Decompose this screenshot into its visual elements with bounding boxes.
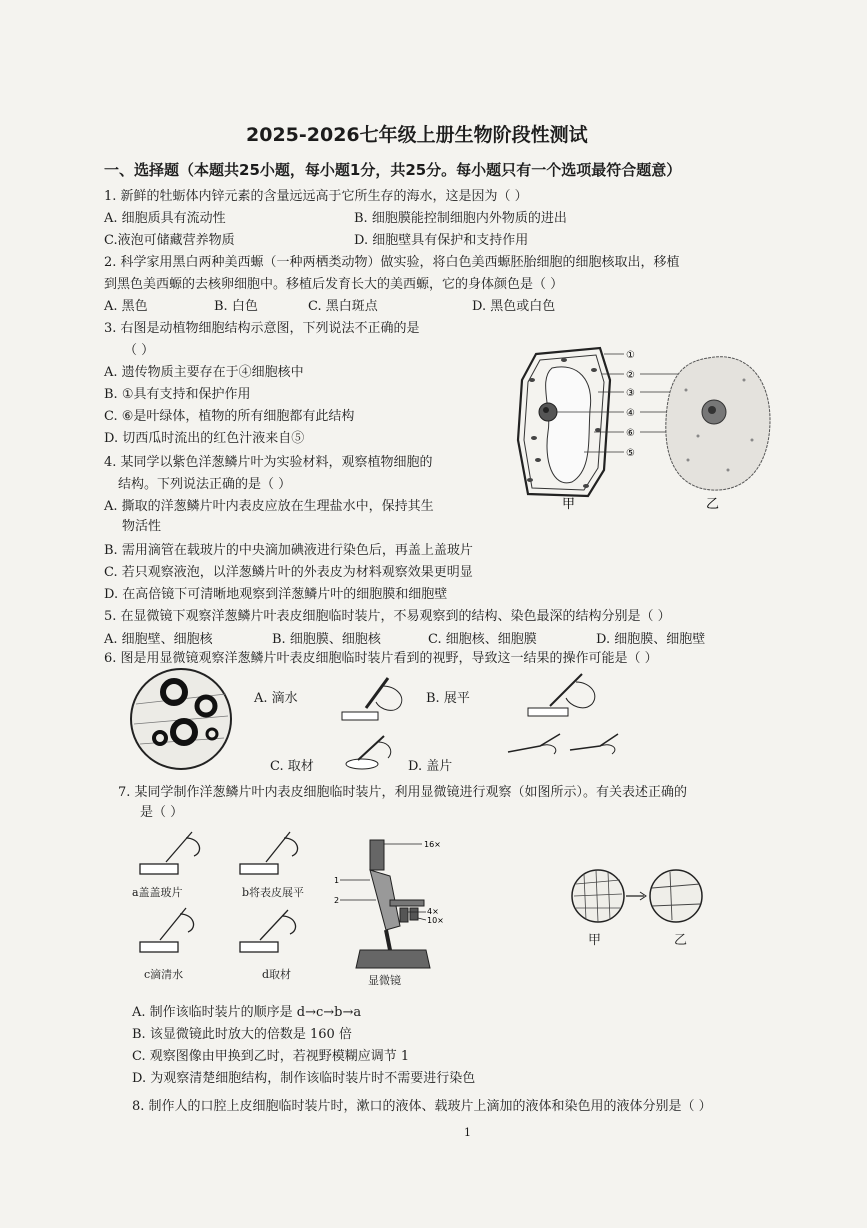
cover-slip-illustration xyxy=(340,730,400,774)
q2-option-b: B. 白色 xyxy=(214,299,258,314)
label-5: ⑤ xyxy=(626,448,635,459)
q2-stem-line2: 到黑色美西螈的去核卵细胞中。移植后发育长大的美西螈，它的身体颜色是（ ） xyxy=(104,277,564,292)
plant-cell-diagram xyxy=(518,348,635,496)
q4-option-a-line2: 物活性 xyxy=(122,519,162,534)
knob-2-label: 2 xyxy=(334,896,340,905)
take-material-illustration xyxy=(500,722,630,762)
microscope-label: 显微镜 xyxy=(368,974,401,987)
q3-option-c: C. ⑥是叶绿体，植物的所有细胞都有此结构 xyxy=(104,409,355,424)
fig-b-label: b将表皮展平 xyxy=(242,886,305,899)
fig-c-label: c滴清水 xyxy=(144,968,184,981)
drip-water-illustration xyxy=(336,672,416,732)
q4-stem-line2: 结构。下列说法正确的是（ ） xyxy=(118,477,292,492)
q1-option-c: C.液泡可储藏营养物质 xyxy=(104,233,235,248)
q4-option-a-line1: A. 撕取的洋葱鳞片叶内表皮应放在生理盐水中，保持其生 xyxy=(104,499,434,514)
mag-10-label: 10× xyxy=(427,916,444,925)
q5-option-b: B. 细胞膜、细胞核 xyxy=(272,632,381,647)
q1-option-d: D. 细胞壁具有保护和支持作用 xyxy=(354,233,529,248)
q6-option-b: B. 展平 xyxy=(426,691,470,706)
q3-option-d: D. 切西瓜时流出的红色汁液来自⑤ xyxy=(104,431,305,446)
fig-d-label: d取材 xyxy=(262,968,292,981)
q4-stem-line1: 4. 某同学以紫色洋葱鳞片叶为实验材料，观察植物细胞的 xyxy=(104,455,433,470)
cell-structure-figure xyxy=(508,340,778,520)
label-2: ② xyxy=(626,370,635,381)
label-4: ④ xyxy=(626,408,635,419)
section-heading: 一、选择题（本题共25小题，每小题1分，共25分。每小题只有一个选项最符合题意） xyxy=(104,161,682,179)
fig-a-label: a盖盖玻片 xyxy=(132,886,183,899)
spread-illustration xyxy=(520,668,610,728)
q1-option-a: A. 细胞质具有流动性 xyxy=(104,211,226,226)
fig-yi-label: 乙 xyxy=(674,933,688,948)
q6-option-c: C. 取材 xyxy=(270,759,314,774)
q2-option-a: A. 黑色 xyxy=(104,299,148,314)
fig-label-yi: 乙 xyxy=(706,497,720,512)
label-6: ⑥ xyxy=(626,428,635,439)
slide-preparation-steps xyxy=(130,824,330,984)
fig-label-jia: 甲 xyxy=(562,497,576,512)
q7-option-a: A. 制作该临时装片的顺序是 d→c→b→a xyxy=(132,1005,362,1020)
q8-stem: 8. 制作人的口腔上皮细胞临时装片时，漱口的液体、载玻片上滴加的液体和染色用的液体分别是（ ） xyxy=(132,1099,712,1114)
label-3: ③ xyxy=(626,388,635,399)
microscope-view-bubbles xyxy=(126,664,236,774)
q5-option-c: C. 细胞核、细胞膜 xyxy=(428,632,537,647)
q3-option-b: B. ①具有支持和保护作用 xyxy=(104,387,251,402)
page-title: 2025-2026七年级上册生物阶段性测试 xyxy=(246,124,588,146)
microscope-diagram xyxy=(330,830,444,990)
q4-option-d: D. 在高倍镜下可清晰地观察到洋葱鳞片叶的细胞膜和细胞壁 xyxy=(104,587,448,602)
q2-option-c: C. 黑白斑点 xyxy=(308,299,378,314)
q6-option-a: A. 滴水 xyxy=(254,691,298,706)
q7-option-d: D. 为观察清楚细胞结构，制作该临时装片时不需要进行染色 xyxy=(132,1071,476,1086)
q5-option-d: D. 细胞膜、细胞壁 xyxy=(596,632,706,647)
q3-stem-line1: 3. 右图是动植物细胞结构示意图，下列说法不正确的是 xyxy=(104,321,420,336)
fig-jia-label: 甲 xyxy=(588,933,602,948)
q2-option-d: D. 黑色或白色 xyxy=(472,299,556,314)
page-number: 1 xyxy=(464,1126,471,1139)
q3-option-a: A. 遗传物质主要存在于④细胞核中 xyxy=(104,365,304,380)
mag-4-label: 4× xyxy=(427,907,439,916)
q3-stem-line2: （ ） xyxy=(124,343,155,358)
q1-option-b: B. 细胞膜能控制细胞内外物质的进出 xyxy=(354,211,567,226)
knob-1-label: 1 xyxy=(334,876,340,885)
label-1: ① xyxy=(626,350,635,361)
q2-stem-line1: 2. 科学家用黑白两种美西螈（一种两栖类动物）做实验，将白色美西螈胚胎细胞的细胞核取出，移植 xyxy=(104,255,680,270)
field-of-view-comparison xyxy=(566,860,716,940)
q5-option-a: A. 细胞壁、细胞核 xyxy=(104,632,213,647)
q7-option-c: C. 观察图像由甲换到乙时，若视野模糊应调节 1 xyxy=(132,1049,410,1064)
q6-stem: 6. 图是用显微镜观察洋葱鳞片叶表皮细胞临时装片看到的视野，导致这一结果的操作可能是（ ） xyxy=(104,651,658,666)
q5-stem: 5. 在显微镜下观察洋葱鳞片叶表皮细胞临时装片，不易观察到的结构、染色最深的结构分别是（ ） xyxy=(104,609,671,624)
q4-option-c: C. 若只观察液泡，以洋葱鳞片叶的外表皮为材料观察效果更明显 xyxy=(104,565,473,580)
q4-option-b: B. 需用滴管在载玻片的中央滴加碘液进行染色后，再盖上盖玻片 xyxy=(104,543,473,558)
q6-option-d: D. 盖片 xyxy=(408,759,453,774)
q7-stem-line1: 7. 某同学制作洋葱鳞片叶内表皮细胞临时装片，利用显微镜进行观察（如图所示）。有关表述正确的 xyxy=(118,785,688,800)
q1-stem: 1. 新鲜的牡蛎体内锌元素的含量远远高于它所生存的海水，这是因为（ ） xyxy=(104,189,528,204)
q7-stem-line2: 是（ ） xyxy=(140,805,184,820)
animal-cell-diagram xyxy=(666,357,770,490)
mag-16-label: 16× xyxy=(424,840,441,849)
q7-option-b: B. 该显微镜此时放大的倍数是 160 倍 xyxy=(132,1027,352,1042)
